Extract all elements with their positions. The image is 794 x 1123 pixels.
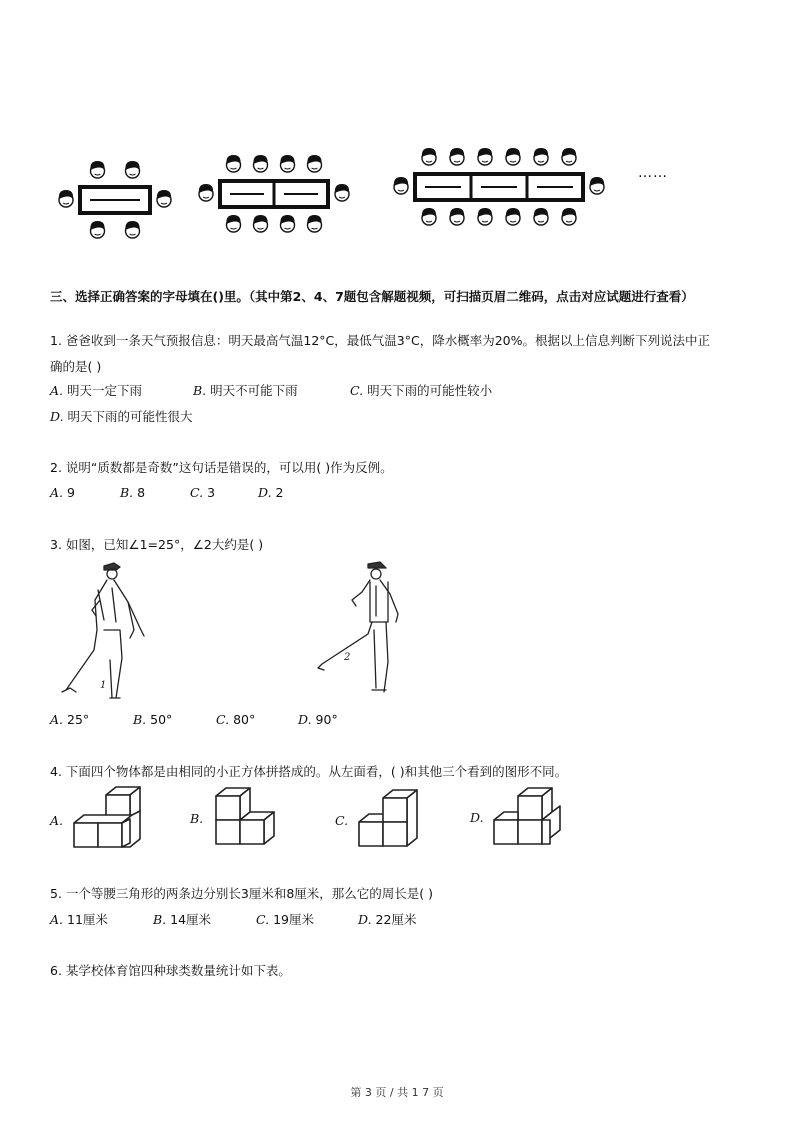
question-4-text: 4. 下面四个物体都是由相同的小正方体拼搭成的。从左面看，( )和其他三个看到的图形不同。 — [50, 764, 568, 779]
person-head — [157, 190, 171, 207]
option-letter: D. — [50, 409, 64, 424]
person-head — [307, 215, 321, 232]
person-head — [450, 148, 464, 165]
page-footer: 第 3 页 / 共 1 7 页 — [350, 1086, 444, 1099]
question-6-text: 6. 某学校体育馆四种球类数量统计如下表。 — [50, 963, 291, 978]
q2-option-b[interactable] — [120, 484, 145, 502]
option-text: 明天不可能下雨 — [210, 383, 298, 398]
option-letter: D. — [358, 912, 372, 927]
person-head — [422, 208, 436, 225]
q5-option-a[interactable] — [50, 911, 108, 929]
option-text: 明天下雨的可能性很大 — [67, 409, 193, 424]
option-text: 90° — [315, 712, 338, 727]
q3-option-a[interactable] — [50, 711, 89, 729]
option-letter: C. — [335, 813, 349, 828]
question-1-text: 1. 爸爸收到一条天气预报信息：明天最高气温12°C，最低气温3°C，降水概率为20%。根据以上信息判断下列说法中正 — [50, 333, 710, 348]
option-letter: D. — [298, 712, 312, 727]
q4-option-b[interactable] — [190, 810, 203, 828]
person-head — [335, 184, 349, 201]
person-head — [125, 221, 139, 238]
section-heading: 三、选择正确答案的字母填在()里。（其中第2、4、7题包含解题视频，可扫描页眉二维码，点击对应试题进行查看） — [50, 289, 694, 304]
person-head — [562, 208, 576, 225]
q2-option-a[interactable] — [50, 484, 75, 502]
option-letter: A. — [50, 712, 64, 727]
person-head — [199, 184, 213, 201]
option-text: 明天一定下雨 — [67, 383, 143, 398]
person-head — [590, 177, 604, 194]
q2-option-c[interactable] — [190, 484, 215, 502]
q4-option-d[interactable] — [470, 809, 484, 827]
cube-figure-b — [212, 786, 292, 848]
option-letter: B. — [193, 383, 207, 398]
q3-option-c[interactable] — [216, 711, 255, 729]
person-head — [253, 155, 267, 172]
option-text: 3 — [207, 485, 216, 500]
option-letter: B. — [153, 912, 167, 927]
person-head — [90, 161, 104, 178]
option-text: 25° — [67, 712, 90, 727]
person-head — [307, 155, 321, 172]
option-letter: D. — [258, 485, 272, 500]
cube-figure-d — [490, 784, 570, 848]
option-letter: C. — [216, 712, 230, 727]
option-text: 2 — [275, 485, 284, 500]
person-head — [478, 148, 492, 165]
person-head — [478, 208, 492, 225]
cube-figure-a — [70, 785, 150, 855]
option-letter: A. — [50, 383, 64, 398]
q4-option-c[interactable] — [335, 812, 348, 830]
option-text: 50° — [150, 712, 173, 727]
q5-option-c[interactable] — [256, 911, 314, 929]
option-text: 19厘米 — [273, 912, 314, 927]
option-letter: B. — [133, 712, 147, 727]
option-letter: B. — [120, 485, 134, 500]
soldier-figure-2 — [310, 560, 410, 695]
q5-option-b[interactable] — [153, 911, 211, 929]
option-letter: C. — [350, 383, 364, 398]
tables-ellipsis: …… — [638, 165, 668, 181]
question-1-text-cont: 确的是( ) — [50, 359, 102, 374]
question-2-text: 2. 说明“质数都是奇数”这句话是错误的，可以用( )作为反例。 — [50, 460, 393, 475]
soldier-figure-1 — [52, 560, 152, 700]
angle-1-label: 1 — [100, 680, 107, 691]
person-head — [59, 190, 73, 207]
q1-option-a[interactable] — [50, 382, 142, 400]
person-head — [394, 177, 408, 194]
cube-figure-c — [355, 786, 435, 850]
q2-option-d[interactable] — [258, 484, 284, 502]
q4-option-a[interactable] — [50, 812, 63, 830]
option-letter: A. — [50, 813, 64, 828]
option-text: 22厘米 — [375, 912, 417, 927]
q1-option-d[interactable] — [50, 408, 193, 426]
option-text: 9 — [67, 485, 75, 500]
person-head — [562, 148, 576, 165]
option-text: 80° — [233, 712, 256, 727]
person-head — [506, 208, 520, 225]
person-head — [534, 148, 548, 165]
person-head — [534, 208, 548, 225]
angle-2-label: 2 — [344, 652, 351, 663]
option-letter: C. — [190, 485, 204, 500]
person-head — [450, 208, 464, 225]
person-head — [90, 221, 104, 238]
person-head — [226, 215, 240, 232]
person-head — [253, 215, 267, 232]
option-text: 11厘米 — [67, 912, 108, 927]
person-head — [226, 155, 240, 172]
q5-option-d[interactable] — [358, 911, 416, 929]
option-letter: A. — [50, 912, 64, 927]
option-letter: A. — [50, 485, 64, 500]
option-text: 明天下雨的可能性较小 — [367, 383, 493, 398]
question-3-text: 3. 如图，已知∠1=25°，∠2大约是( ) — [50, 537, 264, 552]
option-letter: C. — [256, 912, 270, 927]
option-text: 8 — [137, 485, 146, 500]
person-head — [125, 161, 139, 178]
option-letter: D. — [470, 810, 484, 825]
q3-option-d[interactable] — [298, 711, 338, 729]
person-head — [506, 148, 520, 165]
q1-option-b[interactable] — [193, 382, 298, 400]
person-head — [280, 215, 294, 232]
person-head — [422, 148, 436, 165]
tables-people-figure — [50, 150, 690, 250]
option-text: 14厘米 — [170, 912, 212, 927]
option-letter: B. — [190, 811, 204, 826]
q3-option-b[interactable] — [133, 711, 172, 729]
question-5-text: 5. 一个等腰三角形的两条边分别长3厘米和8厘米，那么它的周长是( ) — [50, 886, 434, 901]
person-head — [280, 155, 294, 172]
q1-option-c[interactable] — [350, 382, 492, 400]
